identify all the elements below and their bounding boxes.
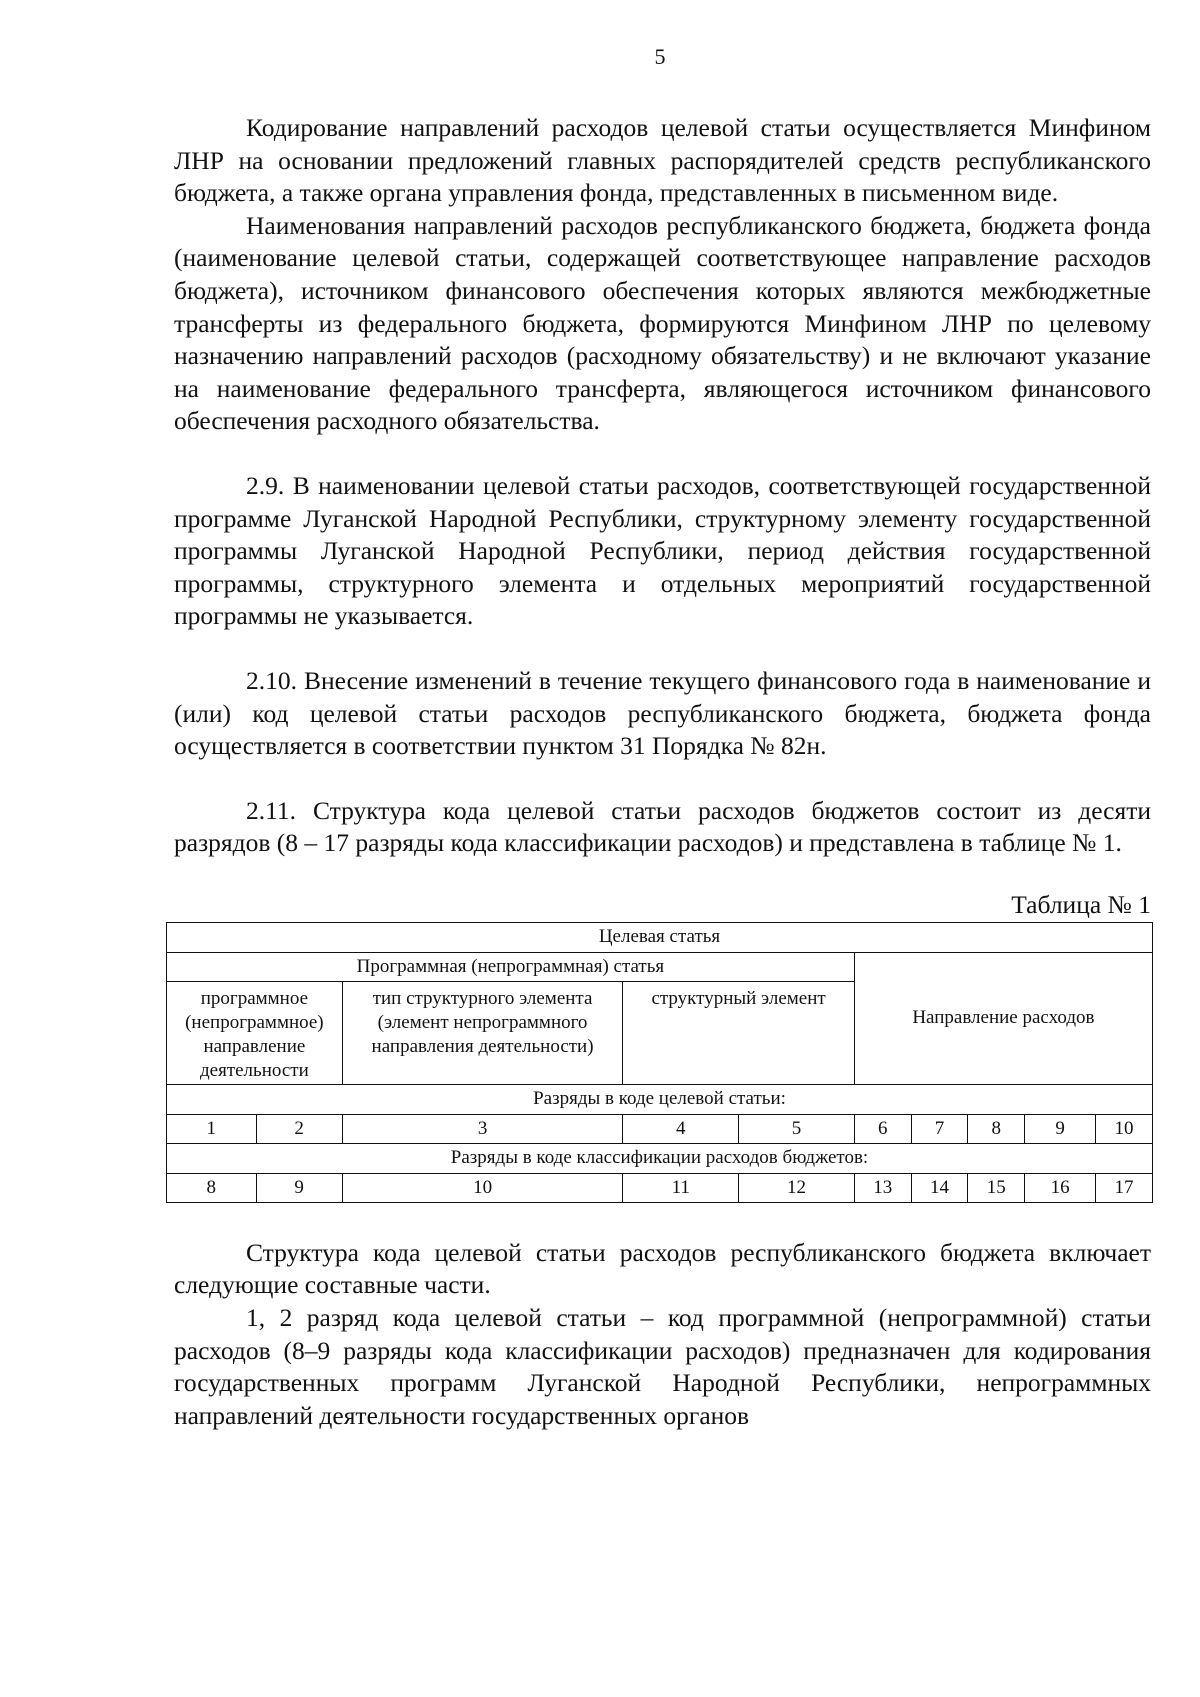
digit-cell: 17 [1096, 1173, 1153, 1202]
digit-cell: 4 [623, 1114, 739, 1143]
section-2-11: 2.11. Структура кода целевой статьи расходов бюджетов состоит из десяти разрядов (8 – 17 разряды кода классификации расходов) и представлена в таблице № 1. [174, 795, 1151, 858]
digit-cell: 9 [1025, 1114, 1096, 1143]
digit-cell: 12 [739, 1173, 855, 1202]
digit-cell: 9 [256, 1173, 342, 1202]
digits-target-label: Разряды в коде целевой статьи: [167, 1084, 1153, 1114]
digits-budget-label: Разряды в коде классификации расходов бюджетов: [167, 1143, 1153, 1173]
col-element-type: тип структурного элемента (элемент непрограммного направления деятельности) [342, 981, 623, 1084]
code-structure-table [166, 922, 1153, 1203]
col-structural-element: структурный элемент [623, 981, 854, 1084]
document-body [174, 112, 1151, 1432]
digit-cell: 8 [167, 1173, 257, 1202]
digit-cell: 16 [1025, 1173, 1096, 1202]
digit-cell: 6 [854, 1114, 911, 1143]
digit-cell: 14 [911, 1173, 968, 1202]
digit-cell: 10 [342, 1173, 623, 1202]
digit-cell: 8 [968, 1114, 1025, 1143]
digit-cell: 2 [256, 1114, 342, 1143]
header-program-article: Программная (непрограммная) статья [167, 952, 855, 981]
paragraph-coding: Кодирование направлений расходов целевой статьи осуществляется Минфином ЛНР на основании предложений главных распорядителей средств республиканского бюджета, а также органа управления фонда, представленных в письменном виде. [174, 113, 1151, 208]
digit-cell: 10 [1096, 1114, 1153, 1143]
header-target-article: Целевая статья [167, 922, 1153, 952]
table-caption: Таблица № 1 [1011, 889, 1151, 919]
section-2-10: 2.10. Внесение изменений в течение текущего финансового года в наименование и (или) код целевой статьи расходов республиканского бюджета, бюджета фонда осуществляется в соответствии пунктом 31 Порядка № 82н. [174, 665, 1151, 761]
paragraph-structure-intro: Структура кода целевой статьи расходов республиканского бюджета включает следующие составные части. [174, 1237, 1151, 1300]
digit-cell: 1 [167, 1114, 257, 1143]
digit-cell: 3 [342, 1114, 623, 1143]
digit-cell: 5 [739, 1114, 855, 1143]
digit-cell: 15 [968, 1173, 1025, 1202]
paragraph-digits-1-2: 1, 2 разряд кода целевой статьи – код программной (непрограммной) статьи расходов (8–9 разряды кода классификации расходов) предназначен для кодирования государственных программ Луганской Народной Республики, непрограммных направлений деятельности государственных органов [174, 1303, 1151, 1430]
page-number: 5 [654, 44, 666, 69]
digit-cell: 11 [623, 1173, 739, 1202]
paragraph-naming: Наименования направлений расходов республиканского бюджета, бюджета фонда (наименование целевой статьи, содержащей соответствующее направление расходов бюджета), источником финансового обеспечения которых являются межбюджетные трансферты из федерального бюджета, формируются Минфином ЛНР по целевому назначению направлений расходов (расходному обязательству) и не включают указание на наименование федерального трансферта, являющегося источником финансового обеспечения расходного обязательства. [174, 210, 1151, 436]
digit-cell: 7 [911, 1114, 968, 1143]
header-expense-direction: Направление расходов [854, 952, 1152, 1084]
digit-cell: 13 [854, 1173, 911, 1202]
col-program-direction: программное (непрограммное) направление деятельности [167, 981, 343, 1084]
section-2-9: 2.9. В наименовании целевой статьи расходов, соответствующей государственной программе Луганской Народной Республики, структурному элементу государственной программы Луганской Народной Республики, период действия государственной программы, структурного элемента и отдельных мероприятий государственной программы не указывается. [174, 470, 1151, 631]
